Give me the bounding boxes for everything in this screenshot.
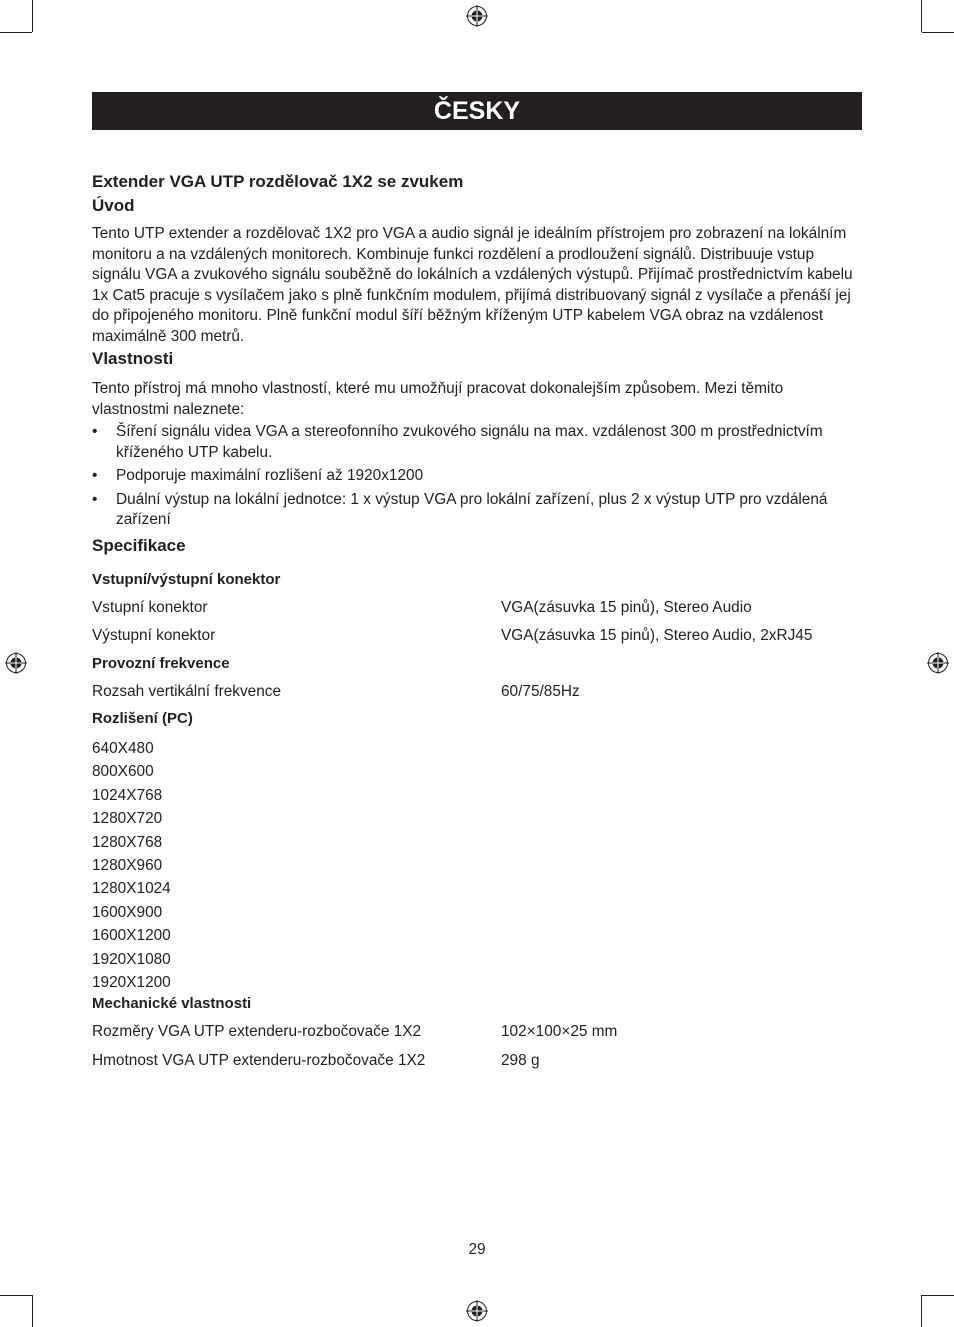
specs-heading: Specifikace [92,535,186,555]
spec-group-mechanical: Mechanické vlastnosti [92,995,252,1013]
features-heading: Vlastnosti [92,349,174,368]
registration-mark-icon [5,652,27,674]
registration-mark-icon [466,5,488,27]
bullet-icon: • [92,423,98,440]
list-item: 1600X900 [92,903,163,921]
spec-row [92,1051,862,1072]
feature-text: Podporuje maximální rozlišení až 1920x1200 [116,467,424,484]
spec-value: VGA(zásuvka 15 pinů), Stereo Audio, 2xRJ45 [501,627,813,644]
spec-group-resolution: Rozlišení (PC) [92,710,193,727]
list-item: 800X600 [92,763,154,781]
list-item: 1920X1200 [92,974,171,992]
spec-group-frequency: Provozní frekvence [92,654,230,672]
list-item [92,422,862,463]
list-item: 1280X1024 [92,880,171,898]
spec-value: VGA(zásuvka 15 pinů), Stereo Audio [501,598,752,616]
resolution-list [92,737,862,994]
list-item: 640X480 [92,740,154,757]
crop-mark-top-right-vertical [921,0,922,32]
intro-heading: Úvod [92,196,135,215]
list-item: 1920X1080 [92,950,171,968]
list-item: 1600X1200 [92,927,171,945]
crop-mark-top-right-horizontal [922,32,954,33]
language-label: ČESKY [433,97,521,125]
spec-key: Rozsah vertikální frekvence [92,682,282,700]
spec-value: 102×100×25 mm [501,1023,618,1041]
spec-group-io: Vstupní/výstupní konektor [92,570,281,588]
spec-value: 298 g [501,1051,540,1069]
main-content [92,170,862,1071]
list-item: 1024X768 [92,786,163,804]
list-item [92,490,862,531]
spec-key: Vstupní konektor [92,598,208,616]
crop-mark-bottom-left-horizontal [0,1295,32,1296]
intro-paragraph: Tento UTP extender a rozdělovač 1X2 pro VGA a audio signál je ideálním přístrojem pro zobrazení na lokálním monitoru a na vzdálených monitorech. Kombinuje funkci rozdělení a prodloužení signálů. Distribuuje vstup signálu VGA a zvukového signálu souběžně do lokálních a vzdálených výstupů. Přijímač prostřednictvím kabelu 1x Cat5 pracuje s vysílačem jako s plně funkčním modulem, přijímá distribuovaný signál z vysílače a přenáší jej do připojeného monitoru. Plně funkční modul šíří běžným kříženým UTP kabelem VGA obraz na vzdálenost maximálně 300 metrů. [92,225,853,345]
features-intro: Tento přístroj má mnoho vlastností, které mu umožňují pracovat dokonalejším způsobem. Mezi těmito vlastnostmi naleznete: [92,380,784,418]
spec-row [92,682,862,703]
bullet-icon: • [92,490,98,508]
spec-row [92,626,862,647]
language-banner [92,92,862,130]
feature-text: Šíření signálu videa VGA a stereofonního zvukového signálu na max. vzdálenost 300 m prostřednictvím kříženého UTP kabelu. [116,423,823,461]
registration-mark-icon [927,652,949,674]
spec-key: Rozměry VGA UTP extenderu-rozbočovače 1X2 [92,1023,422,1041]
spec-row [92,598,862,619]
spec-value: 60/75/85Hz [501,682,580,700]
feature-text: Duální výstup na lokální jednotce: 1 x výstup VGA pro lokální zařízení, plus 2 x výstup UTP pro vzdálená zařízení [116,490,828,528]
crop-mark-bottom-right-vertical [921,1295,922,1327]
list-item: 1280X720 [92,810,163,828]
crop-mark-top-left-vertical [32,0,33,32]
spec-key: Hmotnost VGA UTP extenderu-rozbočovače 1X2 [92,1051,426,1069]
list-item: 1280X960 [92,857,163,875]
document-title: Extender VGA UTP rozdělovač 1X2 se zvukem [92,172,464,191]
spec-key: Výstupní konektor [92,627,216,644]
crop-mark-bottom-right-horizontal [922,1295,954,1296]
page-number: 29 [468,1241,486,1258]
list-item [92,466,862,487]
features-list [92,422,862,531]
registration-mark-icon [466,1300,488,1322]
bullet-icon: • [92,467,98,484]
crop-mark-top-left-horizontal [0,32,32,33]
crop-mark-bottom-left-vertical [32,1295,33,1327]
spec-row [92,1022,862,1043]
list-item: 1280X768 [92,833,163,851]
